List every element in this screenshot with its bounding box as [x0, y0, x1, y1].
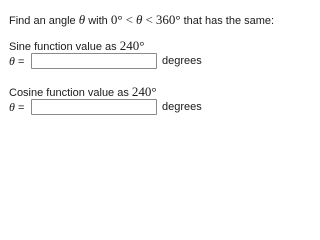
- question-with: with: [88, 15, 108, 27]
- sine-theta-equals: θ =: [9, 53, 25, 68]
- cosine-theta-equals: θ =: [9, 99, 25, 114]
- cosine-unit-label: degrees: [162, 101, 202, 113]
- sine-answer-row: [9, 51, 202, 71]
- sine-angle: 240°: [119, 38, 145, 53]
- upper-bound: 360°: [155, 12, 181, 27]
- question-prefix: Find an angle: [9, 15, 76, 27]
- lower-bound: 0°: [110, 12, 123, 27]
- sine-answer-input[interactable]: [31, 53, 157, 69]
- theta-symbol-2: θ: [135, 12, 143, 27]
- less-than-1: <: [125, 12, 133, 27]
- cosine-answer-row: [9, 97, 202, 117]
- cosine-angle: 240°: [131, 84, 157, 99]
- less-than-2: <: [145, 12, 153, 27]
- sine-unit-label: degrees: [162, 55, 202, 67]
- cosine-answer-input[interactable]: [31, 99, 157, 115]
- sine-label-text: Sine function value as: [9, 41, 117, 53]
- cosine-label-text: Cosine function value as: [9, 87, 129, 99]
- theta-symbol: θ: [78, 12, 86, 27]
- question-prompt: [9, 13, 274, 28]
- question-suffix: that has the same:: [183, 15, 275, 27]
